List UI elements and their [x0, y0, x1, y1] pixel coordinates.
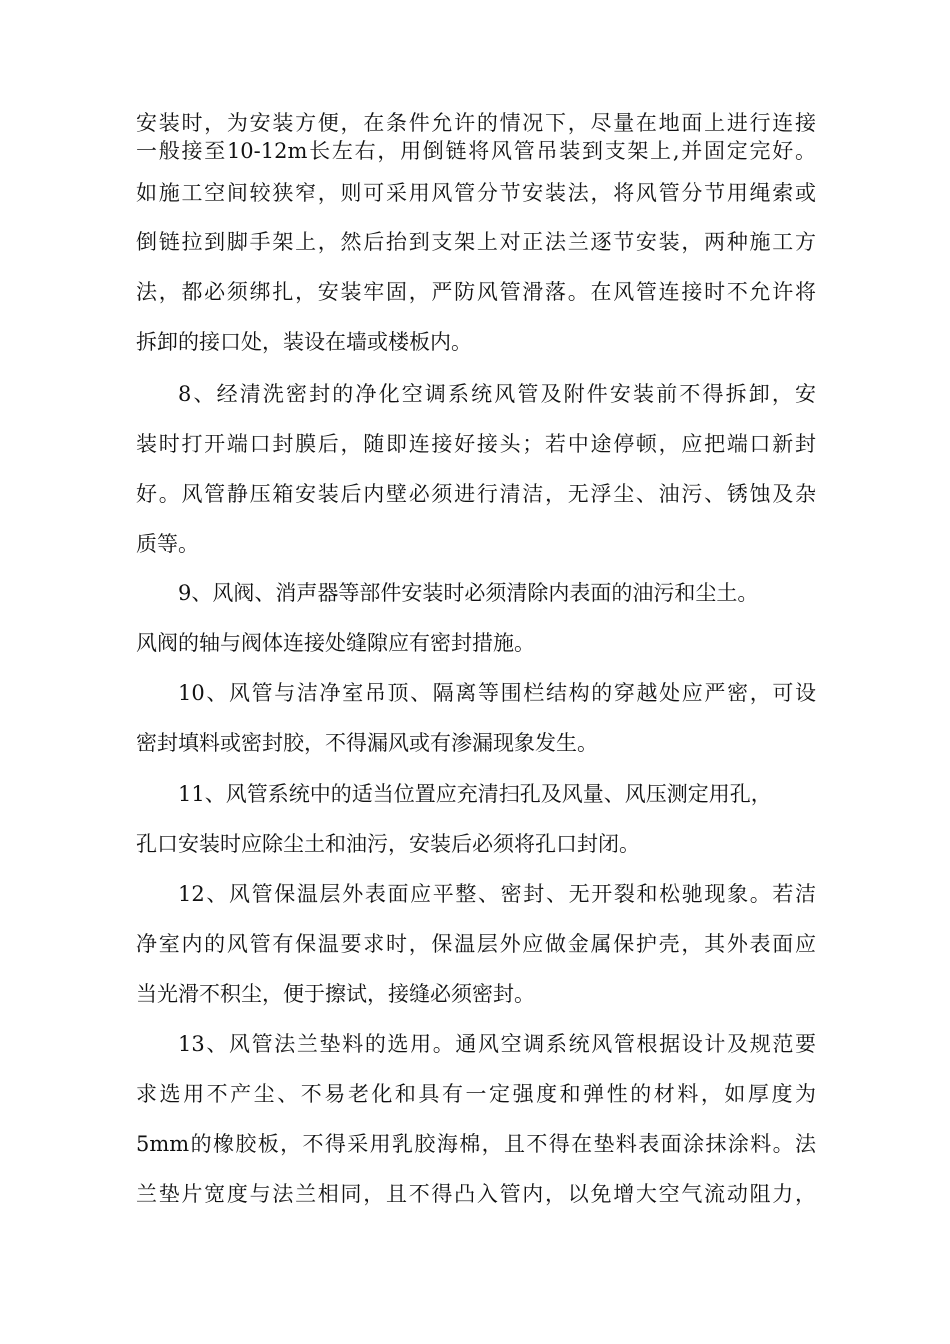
- text-line: 质等。: [136, 532, 199, 556]
- text-line: 求选用不产尘、不易老化和具有一定强度和弹性的材料，如厚度为: [136, 1082, 816, 1106]
- paragraph-13-first-line: 13、风管法兰垫料的选用。通风空调系统风管根据设计及规范要: [178, 1032, 816, 1056]
- text-line: 兰垫片宽度与法兰相同，且不得凸入管内，以免增大空气流动阻力，: [136, 1182, 816, 1206]
- paragraph-11-first-line: 11、风管系统中的适当位置应充清扫孔及风量、风压测定用孔，: [178, 782, 772, 806]
- text-line: 一般接至10-12m长左右，用倒链将风管吊装到支架上,并固定完好。: [136, 139, 816, 163]
- paragraph-8-first-line: 8、经清洗密封的净化空调系统风管及附件安装前不得拆卸，安: [178, 382, 816, 406]
- paragraph-10-first-line: 10、风管与洁净室吊顶、隔离等围栏结构的穿越处应严密，可设: [178, 681, 816, 705]
- text-line: 安装时，为安装方便，在条件允许的情况下，尽量在地面上进行连接: [136, 111, 816, 135]
- text-line: 法，都必须绑扎，安装牢固，严防风管滑落。在风管连接时不允许将: [136, 280, 816, 304]
- text-line: 拆卸的接口处，装设在墙或楼板内。: [136, 330, 472, 354]
- text-line: 如施工空间较狭窄，则可采用风管分节安装法，将风管分节用绳索或: [136, 181, 816, 205]
- text-line: 装时打开端口封膜后，随即连接好接头；若中途停顿，应把端口新封: [136, 432, 816, 456]
- paragraph-12-first-line: 12、风管保温层外表面应平整、密封、无开裂和松驰现象。若洁: [178, 882, 816, 906]
- text-line: 孔口安装时应除尘土和油污，安装后必须将孔口封闭。: [136, 832, 640, 856]
- text-line: 倒链拉到脚手架上，然后抬到支架上对正法兰逐节安装，两种施工方: [136, 230, 816, 254]
- text-line: 密封填料或密封胶，不得漏风或有渗漏现象发生。: [136, 731, 598, 755]
- text-line: 风阀的轴与阀体连接处缝隙应有密封措施。: [136, 631, 535, 655]
- text-line: 5mm的橡胶板，不得采用乳胶海棉，且不得在垫料表面涂抹涂料。法: [136, 1132, 816, 1156]
- text-line: 当光滑不积尘，便于擦试，接缝必须密封。: [136, 982, 535, 1006]
- text-line: 净室内的风管有保温要求时，保温层外应做金属保护壳，其外表面应: [136, 932, 816, 956]
- text-line: 好。风管静压箱安装后内壁必须进行清洁，无浮尘、油污、锈蚀及杂: [136, 482, 816, 506]
- paragraph-9-first-line: 9、风阀、消声器等部件安装时必须清除内表面的油污和尘土。: [178, 581, 759, 605]
